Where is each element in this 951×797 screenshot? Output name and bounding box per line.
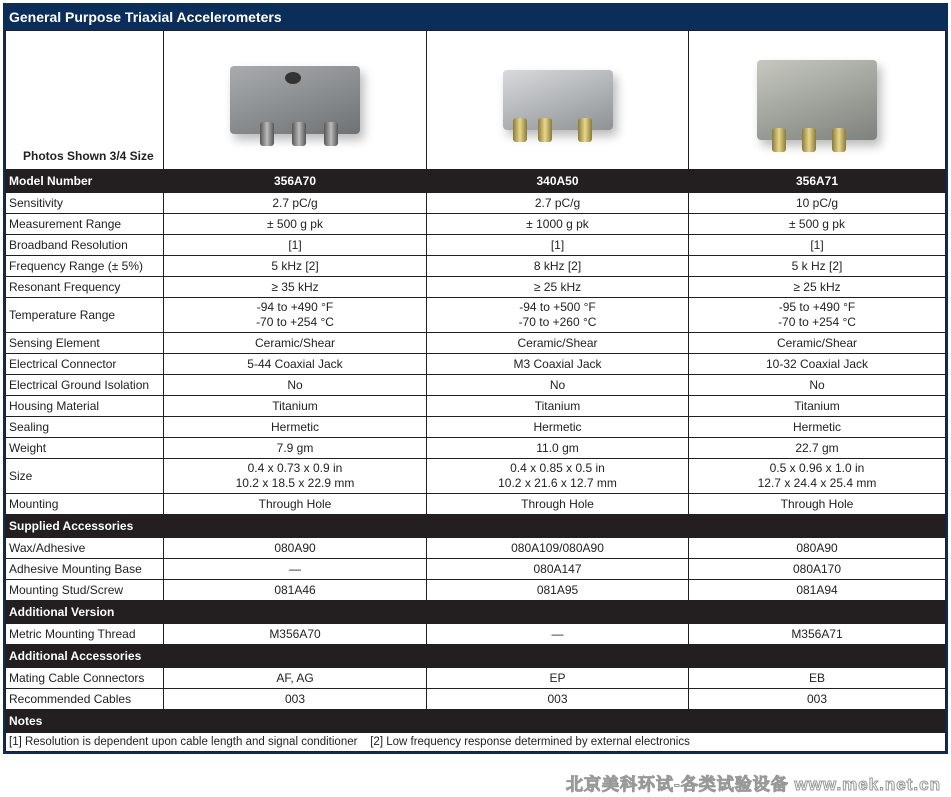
spec-value: No: [689, 375, 946, 396]
spec-table-panel: [3, 3, 948, 754]
spec-value: Through Hole: [689, 494, 946, 515]
spec-label: Mounting Stud/Screw: [6, 580, 164, 601]
spec-value-line: 12.7 x 24.4 x 25.4 mm: [757, 476, 877, 490]
model-number: 340A50: [427, 170, 689, 193]
spec-row: [6, 396, 946, 417]
notes-header: [6, 710, 946, 733]
spec-value: ± 500 g pk: [689, 214, 946, 235]
spec-row: [6, 375, 946, 396]
spec-value: —: [164, 559, 427, 580]
spec-row: [6, 624, 946, 645]
spec-value: ≥ 25 kHz: [427, 277, 689, 298]
spec-value: 5 kHz [2]: [164, 256, 427, 277]
spec-label: Housing Material: [6, 396, 164, 417]
spec-table: [5, 30, 946, 752]
spec-row: [6, 459, 946, 494]
spec-label: Sensitivity: [6, 193, 164, 214]
spec-value-line: -94 to +500 °F: [519, 300, 596, 314]
spec-value: [1]: [427, 235, 689, 256]
spec-label: Adhesive Mounting Base: [6, 559, 164, 580]
spec-value: 10 pC/g: [689, 193, 946, 214]
spec-label: Size: [6, 459, 164, 494]
spec-value: M356A71: [689, 624, 946, 645]
spec-row: [6, 333, 946, 354]
spec-value: Ceramic/Shear: [689, 333, 946, 354]
notes-row: [6, 733, 946, 752]
spec-label: Resonant Frequency: [6, 277, 164, 298]
spec-row: [6, 494, 946, 515]
section-header: [6, 601, 946, 624]
spec-row: [6, 256, 946, 277]
spec-value: EP: [427, 668, 689, 689]
spec-value: Titanium: [689, 396, 946, 417]
spec-value: 22.7 gm: [689, 438, 946, 459]
spec-row: [6, 668, 946, 689]
spec-label: Metric Mounting Thread: [6, 624, 164, 645]
spec-value: Through Hole: [427, 494, 689, 515]
spec-value: No: [164, 375, 427, 396]
spec-label: Sealing: [6, 417, 164, 438]
accelerometer-340A50-photo: [503, 70, 613, 130]
spec-value: Hermetic: [427, 417, 689, 438]
spec-value: 080A109/080A90: [427, 538, 689, 559]
model-number: 356A70: [164, 170, 427, 193]
spec-value: AF, AG: [164, 668, 427, 689]
spec-value: ± 500 g pk: [164, 214, 427, 235]
spec-row: [6, 298, 946, 333]
spec-label: Sensing Element: [6, 333, 164, 354]
spec-value: Ceramic/Shear: [427, 333, 689, 354]
spec-value: 8 kHz [2]: [427, 256, 689, 277]
spec-label: Electrical Connector: [6, 354, 164, 375]
photo-label: Photos Shown 3/4 Size: [23, 149, 154, 163]
spec-value: ≥ 25 kHz: [689, 277, 946, 298]
spec-value: 081A46: [164, 580, 427, 601]
section-title: Additional Version: [6, 601, 946, 624]
model-number-row: [6, 170, 946, 193]
section-header: [6, 645, 946, 668]
spec-label: Electrical Ground Isolation: [6, 375, 164, 396]
spec-value: ≥ 35 kHz: [164, 277, 427, 298]
spec-label: Mating Cable Connectors: [6, 668, 164, 689]
spec-value: 2.7 pC/g: [164, 193, 427, 214]
model-number-label: Model Number: [6, 170, 164, 193]
spec-value: 080A147: [427, 559, 689, 580]
spec-value: Hermetic: [689, 417, 946, 438]
spec-value: 080A90: [689, 538, 946, 559]
spec-value: —: [427, 624, 689, 645]
spec-value: [689, 459, 946, 494]
table-title: General Purpose Triaxial Accelerometers: [5, 5, 946, 30]
spec-value-line: 0.4 x 0.85 x 0.5 in: [510, 461, 605, 475]
spec-row: [6, 580, 946, 601]
section-header: [6, 515, 946, 538]
spec-value: M3 Coaxial Jack: [427, 354, 689, 375]
accelerometer-356A71-photo: [757, 60, 877, 140]
spec-value: 2.7 pC/g: [427, 193, 689, 214]
spec-value: Titanium: [427, 396, 689, 417]
spec-row: [6, 235, 946, 256]
spec-value: 7.9 gm: [164, 438, 427, 459]
spec-value-line: 10.2 x 18.5 x 22.9 mm: [235, 476, 355, 490]
spec-value-line: 0.4 x 0.73 x 0.9 in: [247, 461, 343, 475]
watermark: 北京美科环试-各类试验设备 www.mek.net.cn: [566, 775, 941, 794]
spec-value-line: -70 to +254 °C: [778, 315, 856, 329]
spec-value: [164, 298, 427, 333]
spec-value: 080A90: [164, 538, 427, 559]
spec-value: EB: [689, 668, 946, 689]
spec-value: Titanium: [164, 396, 427, 417]
spec-row: [6, 559, 946, 580]
spec-value: 003: [689, 689, 946, 710]
spec-value-line: 0.5 x 0.96 x 1.0 in: [769, 461, 865, 475]
spec-value: Hermetic: [164, 417, 427, 438]
spec-row: [6, 438, 946, 459]
spec-value: 003: [427, 689, 689, 710]
spec-value: [427, 298, 689, 333]
spec-value: 5 k Hz [2]: [689, 256, 946, 277]
spec-value: 11.0 gm: [427, 438, 689, 459]
photo-row: [6, 31, 946, 170]
spec-value: Through Hole: [164, 494, 427, 515]
spec-value-line: -70 to +254 °C: [256, 315, 334, 329]
spec-row: [6, 689, 946, 710]
spec-value: ± 1000 g pk: [427, 214, 689, 235]
spec-value: 081A95: [427, 580, 689, 601]
accelerometer-356A70-photo: [230, 66, 360, 134]
spec-label: Frequency Range (± 5%): [6, 256, 164, 277]
spec-label: Broadband Resolution: [6, 235, 164, 256]
spec-row: [6, 193, 946, 214]
spec-row: [6, 417, 946, 438]
spec-value: [1]: [164, 235, 427, 256]
spec-value: [689, 298, 946, 333]
spec-label: Temperature Range: [6, 298, 164, 333]
spec-label: Wax/Adhesive: [6, 538, 164, 559]
spec-value: [427, 459, 689, 494]
spec-row: [6, 277, 946, 298]
spec-value: 080A170: [689, 559, 946, 580]
section-title: Additional Accessories: [6, 645, 946, 668]
spec-value-line: 10.2 x 21.6 x 12.7 mm: [498, 476, 617, 490]
spec-value: [1]: [689, 235, 946, 256]
spec-value: No: [427, 375, 689, 396]
model-number: 356A71: [689, 170, 946, 193]
notes-title: Notes: [6, 710, 946, 733]
spec-label: Mounting: [6, 494, 164, 515]
spec-value: 5-44 Coaxial Jack: [164, 354, 427, 375]
spec-row: [6, 538, 946, 559]
spec-value: [164, 459, 427, 494]
spec-value: 003: [164, 689, 427, 710]
spec-row: [6, 354, 946, 375]
spec-label: Weight: [6, 438, 164, 459]
spec-label: Measurement Range: [6, 214, 164, 235]
spec-value-line: -70 to +260 °C: [518, 315, 597, 329]
section-title: Supplied Accessories: [6, 515, 946, 538]
spec-value: M356A70: [164, 624, 427, 645]
spec-value: 10-32 Coaxial Jack: [689, 354, 946, 375]
spec-label: Recommended Cables: [6, 689, 164, 710]
notes-text: [1] Resolution is dependent upon cable length and signal conditioner [2] Low frequency response determined by external electronics: [6, 733, 946, 752]
spec-row: [6, 214, 946, 235]
spec-value-line: -94 to +490 °F: [256, 300, 334, 314]
spec-value: Ceramic/Shear: [164, 333, 427, 354]
spec-value-line: -95 to +490 °F: [778, 300, 856, 314]
spec-value: 081A94: [689, 580, 946, 601]
